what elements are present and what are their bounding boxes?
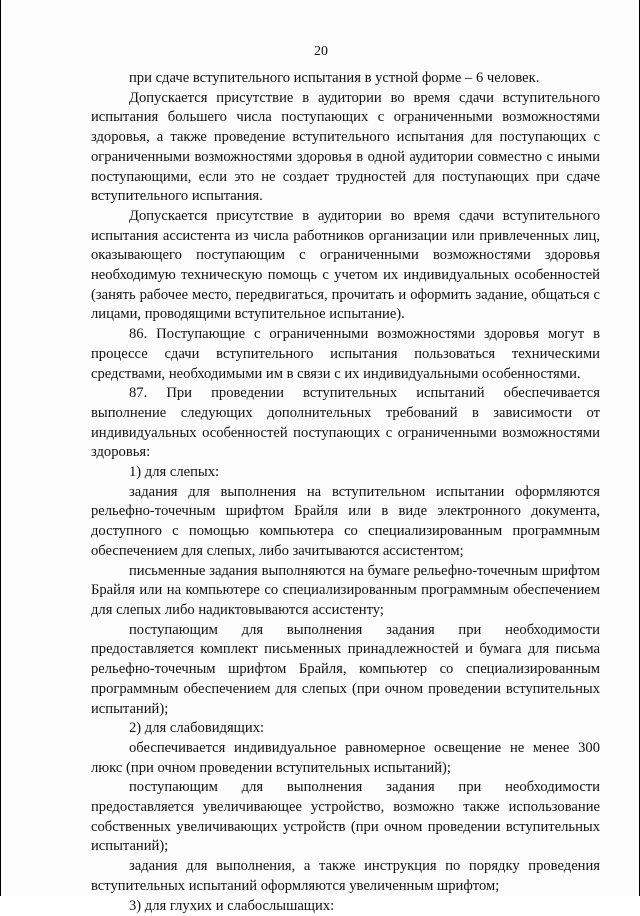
paragraph: поступающим для выполнения задания при необходимости предоставляется комплект письменных принадлежностей и бумага для письма рельефно-точечным шрифтом Брайля, компьютер со специализированным программным обеспечением для слепых (при очном проведении вступительных испытаний); — [91, 621, 600, 717]
paragraph: поступающим для выполнения задания при необходимости предоставляется увеличивающее устройство, возможно также использование собственных увеличивающих устройств (при очном проведении вступительных испытаний); — [91, 779, 600, 855]
list-heading: 1) для слепых: — [129, 464, 220, 481]
paragraph: задания для выполнения на вступительном испытании оформляются рельефно-точечным шрифтом Брайля или в виде электронного документа, доступного с помощью компьютера со специализированным программным обеспечением для слепых, либо зачитываются ассистентом; — [91, 483, 600, 559]
document-body — [91, 69, 600, 916]
paragraph: 86. Поступающие с ограниченными возможностями здоровья могут в процессе сдачи вступительного испытания пользоваться техническими средствами, необходимыми им в связи с их индивидуальными особенностями. — [91, 326, 600, 382]
paragraph: задания для выполнения, а также инструкция по порядку проведения вступительных испытаний оформляются увеличенным шрифтом; — [91, 858, 600, 894]
list-heading: 3) для глухих и слабослышащих: — [129, 897, 335, 914]
paragraph: Допускается присутствие в аудитории во время сдачи вступительного испытания ассистента из числа работников организации или привлеченных лиц, оказывающего поступающим с ограниченными возможностями здоровья необходимую техническую помощь с учетом их индивидуальных особенностей (занять рабочее место, передвигаться, прочитать и оформить задание, общаться с лицами, проводящими вступительное испытание). — [91, 207, 600, 323]
paragraph: Допускается присутствие в аудитории во время сдачи вступительного испытания большего числа поступающих с ограниченными возможностями здоровья, а также проведение вступительного испытания для поступающих с ограниченными возможностями здоровья в одной аудитории совместно с иными поступающими, если это не создает трудностей для поступающих при сдаче вступительного испытания. — [91, 89, 600, 205]
list-heading: 2) для слабовидящих: — [129, 720, 265, 737]
page-number: 20 — [314, 44, 328, 59]
paragraph: обеспечивается индивидуальное равномерное освещение не менее 300 люкс (при очном проведении вступительных испытаний); — [91, 739, 600, 776]
paragraph: 87. При проведении вступительных испытаний обеспечивается выполнение следующих дополнительных требований в зависимости от индивидуальных особенностей поступающих с ограниченными возможностями здоровья: — [91, 385, 600, 461]
paragraph: письменные задания выполняются на бумаге рельефно-точечным шрифтом Брайля или на компьютере со специализированным программным обеспечением для слепых либо надиктовываются ассистенту; — [91, 562, 600, 618]
paragraph: при сдаче вступительного испытания в устной форме – 6 человек. — [129, 70, 540, 86]
